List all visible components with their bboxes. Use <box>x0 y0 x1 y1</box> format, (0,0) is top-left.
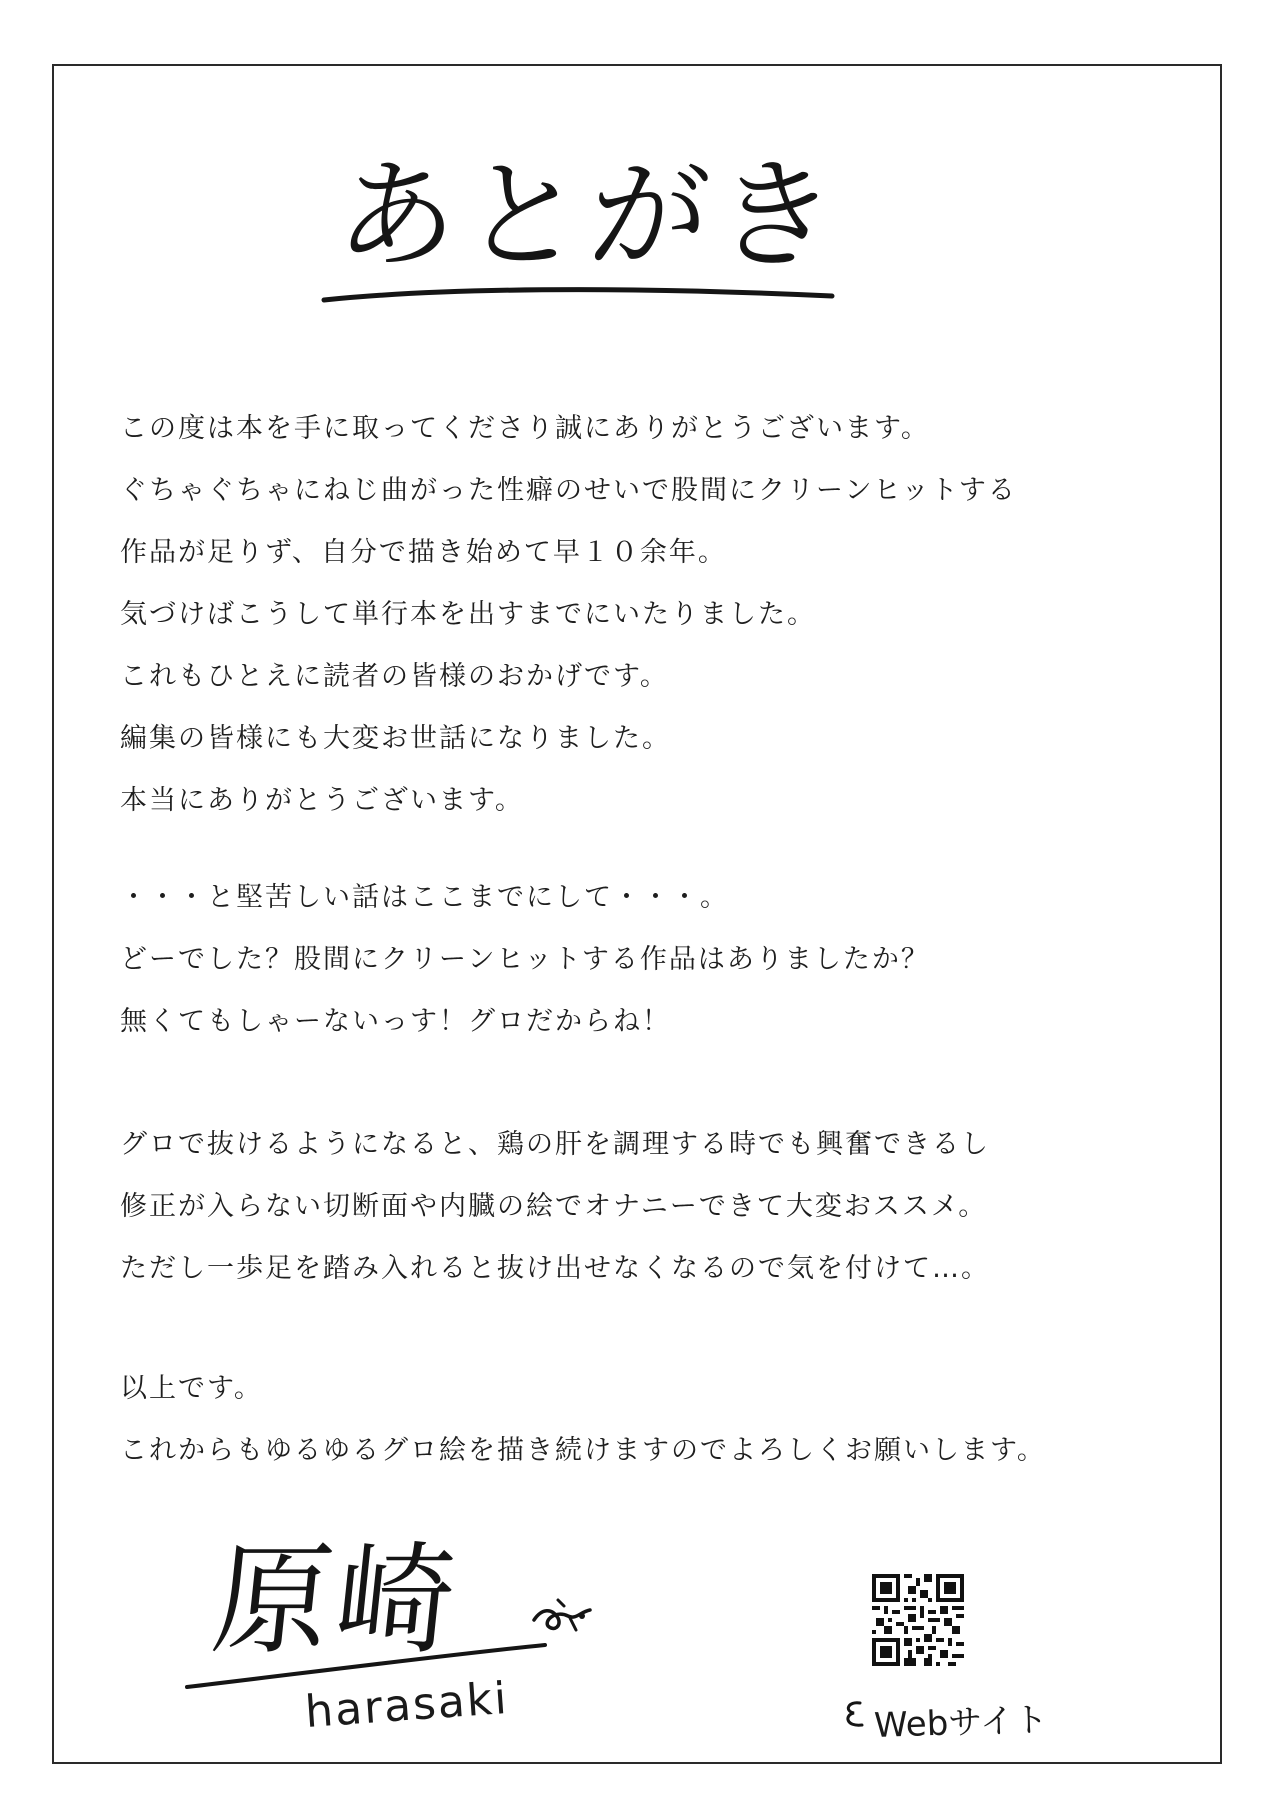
text-line: ただし一歩足を踏み入れると抜け出せなくなるので気を付けて…。 <box>120 1253 990 1284</box>
page-title: あとがき <box>332 147 847 286</box>
paragraph-question <box>120 867 1160 1053</box>
text-line: 無くてもしゃーないっす！グロだからね！ <box>120 1006 671 1037</box>
arrow-doodle-icon <box>840 1697 868 1731</box>
afterword-title-block <box>320 110 847 310</box>
text-line: これからもゆるゆるグロ絵を描き続けますのでよろしくお願いします。 <box>120 1435 1046 1466</box>
text-line: ぐちゃぐちゃにねじ曲がった性癖のせいで股間にクリーンヒットする <box>120 475 1017 506</box>
text-line: 編集の皆様にも大変お世話になりました。 <box>120 723 671 754</box>
paragraph-thanks <box>120 398 1160 832</box>
title-underline <box>320 280 840 310</box>
text-line: 修正が入らない切断面や内臓の絵でオナニーできて大変おススメ。 <box>120 1191 988 1222</box>
paragraph-recommendation <box>120 1114 1160 1300</box>
text-line: これもひとえに読者の皆様のおかげです。 <box>120 661 669 692</box>
text-line: 作品が足りず、自分で描き始めて早１０余年。 <box>120 537 727 568</box>
text-line: ・・・と堅苦しい話はここまでにして・・・。 <box>120 882 729 913</box>
text-line: この度は本を手に取ってくださり誠にありがとうございます。 <box>120 413 930 444</box>
bird-doodle-icon <box>530 1590 600 1640</box>
signature-romanized: harasaki <box>303 1672 511 1739</box>
text-line: 気づけばこうして単行本を出すまでにいたりました。 <box>120 599 816 630</box>
signature-name: 原崎 <box>206 1529 466 1671</box>
text-line: グロで抜けるようになると、鶏の肝を調理する時でも興奮できるし <box>120 1129 990 1160</box>
paragraph-closing <box>120 1358 1160 1482</box>
text-line: どーでした？股間にクリーンヒットする作品はありましたか？ <box>120 944 930 975</box>
text-line: 以上です。 <box>120 1373 263 1404</box>
text-line: 本当にありがとうございます。 <box>120 785 524 816</box>
qr-code-icon[interactable] <box>872 1574 964 1666</box>
website-label: Webサイト <box>873 1699 1049 1747</box>
